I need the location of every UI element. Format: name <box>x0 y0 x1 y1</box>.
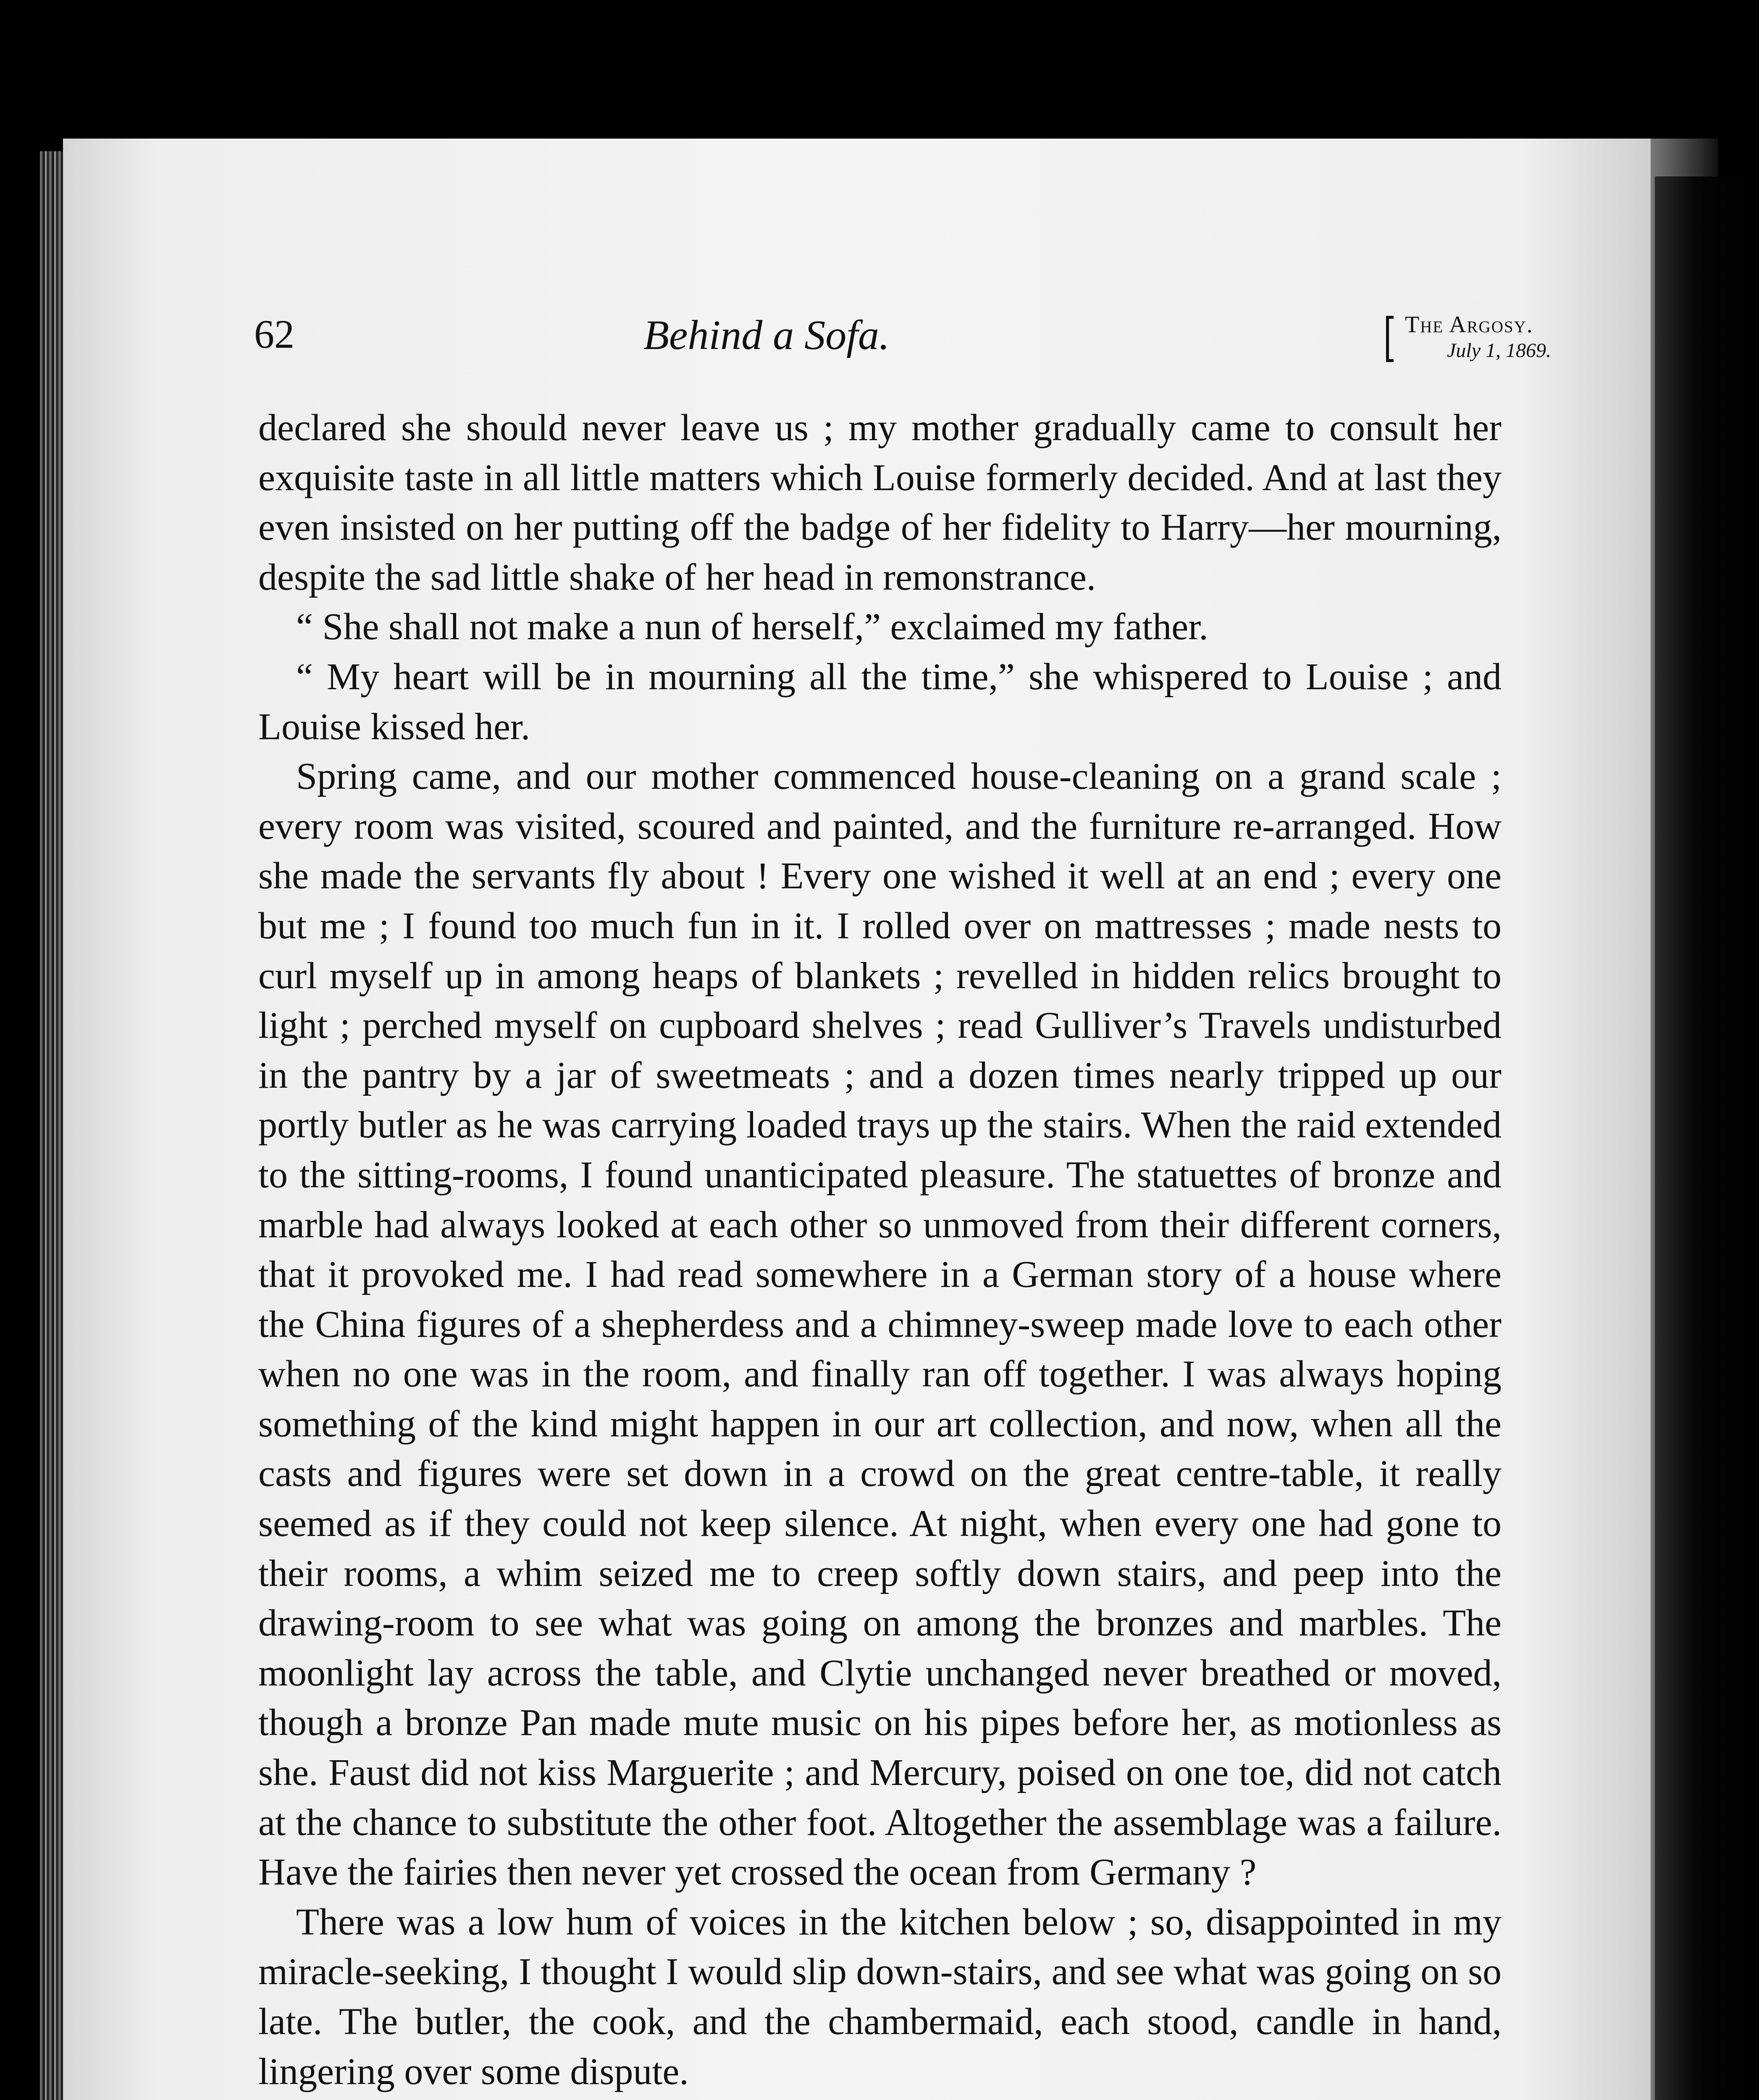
journal-reference <box>1405 312 1551 364</box>
paragraph: declared she should never leave us ; my mother gradually came to consult her exquisite taste in all little matters which Louise formerly decided. And at last they even insisted on her putting off the badge of her fidelity to Harry—her mourning, despite the sad little shake of her head in remonstrance. <box>258 407 1502 598</box>
paragraph <box>258 2097 1502 2100</box>
paragraph: “ My heart will be in mourning all the time,” she whispered to Louise ; and Louise kissed her. <box>258 656 1502 748</box>
running-title: Behind a Sofa. <box>643 312 890 358</box>
paragraph: Spring came, and our mother commenced house-cleaning on a grand scale ; every room was visited, scoured and painted, and the furniture re-arranged. How she made the servants fly about ! Every one wished it well at an end ; every one but me ; I found too much fun in it. I rolled over on mattresses ; made nests to curl myself up in among heaps of blankets ; revelled in hidden relics brought to light ; perched myself on cupboard shelves ; read Gulliver’s Travels undisturbed in the pantry by a jar of sweetmeats ; and a dozen times nearly tripped up our portly butler as he was carrying loaded trays up the stairs. When the raid extended to the sitting-rooms, I found unanticipated pleasure. The statuettes of bronze and marble had always looked at each other so unmoved from their different corners, that it provoked me. I had read somewhere in a German story of a house where the China figures of a shepherdess and a chimney-sweep made love to each other when no one was in the room, and finally ran off together. I was always hoping something of the kind might happen in our art collection, and now, when all the casts and figures were set down in a crowd on the great centre-table, it really seemed as if they could not keep silence. At night, when every one had gone to their rooms, a whim seized me to creep softly down stairs, and peep into the drawing-room to see what was going on among the bronzes and marbles. The moonlight lay across the table, and Clytie unchanged never breathed or moved, though a bronze Pan made mute music on his pipes before her, as motionless as she. Faust did not kiss Marguerite ; and Mercury, poised on one toe, did not catch at the chance to substitute the other foot. Altogether the assemblage was a failure. Have the fairies then never yet crossed the ocean from Germany ? <box>258 756 1502 1893</box>
page-number: 62 <box>254 312 294 357</box>
journal-name: The Argosy. <box>1405 312 1533 338</box>
paragraph: There was a low hum of voices in the kitchen below ; so, disappointed in my miracle-seeking, I thought I would slip down-stairs, and see what was going on so late. The butler, the cook, and the chambermaid, each stood, candle in hand, lingering over some dispute. <box>258 1901 1502 2092</box>
journal-date: July 1, 1869. <box>1447 339 1551 362</box>
bracket-glyph <box>1386 316 1394 362</box>
running-head <box>0 311 1759 378</box>
body-text <box>258 403 1502 2100</box>
paragraph: “ She shall not make a nun of herself,” exclaimed my father. <box>296 606 1208 648</box>
facing-page-edge <box>1655 176 1759 2100</box>
